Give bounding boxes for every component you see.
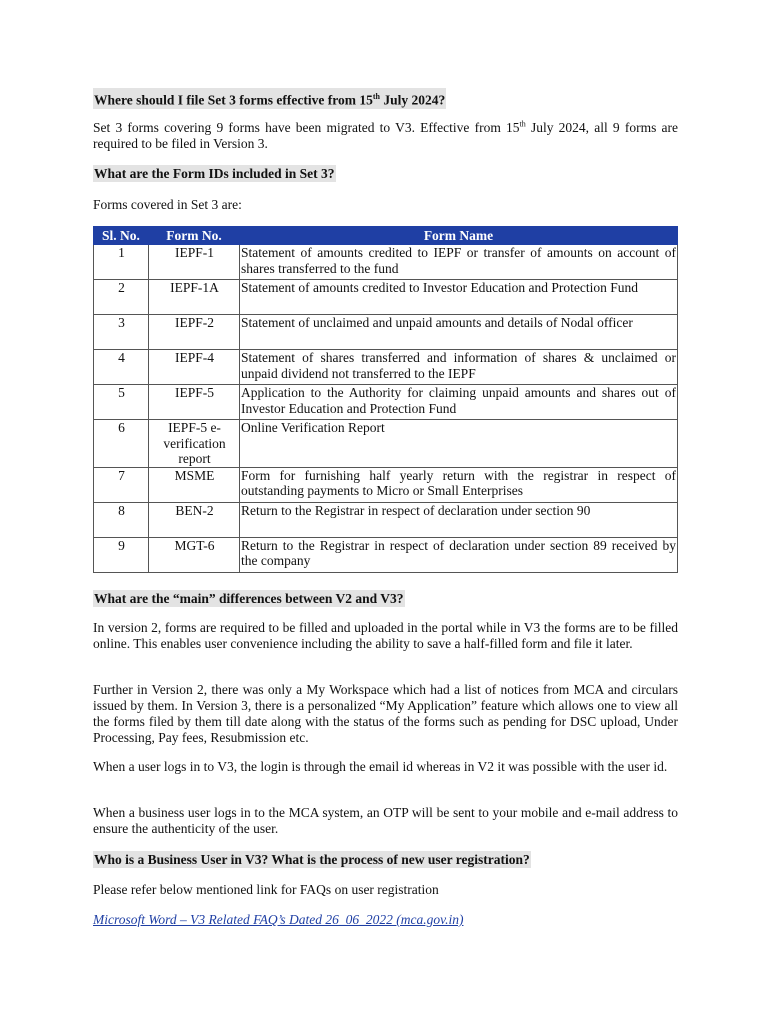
cell-form-no: MSME [149,467,240,502]
header-form-name: Form Name [240,227,678,245]
table-row [94,315,678,350]
question-filing-location [93,88,446,109]
header-form-no: Form No. [149,227,240,245]
cell-sl: 9 [94,537,149,572]
cell-form-name: Return to the Registrar in respect of declaration under section 90 [240,502,678,537]
paragraph-text: Set 3 forms covering 9 forms have been migrated to V3. Effective from 15 [93,120,520,135]
table-row [94,467,678,502]
cell-form-name: Statement of unclaimed and unpaid amounts and details of Nodal officer [240,315,678,350]
paragraph-refer-link: Please refer below mentioned link for FAQs on user registration [93,882,439,897]
table-row [94,350,678,385]
header-sl-no: Sl. No. [94,227,149,245]
cell-form-name: Form for furnishing half yearly return with the registrar in respect of outstanding payments to Micro or Small Enterprises [240,467,678,502]
cell-form-no: IEPF-2 [149,315,240,350]
cell-sl: 7 [94,467,149,502]
cell-sl: 1 [94,245,149,280]
faq-link[interactable]: Microsoft Word – V3 Related FAQ’s Dated 26_06_2022 (mca.gov.in) [93,912,464,927]
cell-form-name: Statement of amounts credited to Investor Education and Protection Fund [240,280,678,315]
table-row [94,245,678,280]
table-row [94,280,678,315]
cell-form-name: Return to the Registrar in respect of declaration under section 89 received by the company [240,537,678,572]
cell-form-no: IEPF-5 [149,385,240,420]
cell-sl: 3 [94,315,149,350]
table-row [94,537,678,572]
question-business-user: Who is a Business User in V3? What is the process of new user registration? [94,852,530,867]
paragraph-text-end: July 2024, all 9 forms are required to be filed in Version 3. [93,120,678,151]
cell-sl: 6 [94,420,149,468]
paragraph-my-application: Further in Version 2, there was only a My Workspace which had a list of notices from MCA and circulars issued by them. In Version 3, there is a personalized “My Application” feature which allows one to view all the forms filed by them till date along with the status of the forms such as pending for DSC upload, Under Processing, Pay fees, Resubmission etc. [93,682,678,745]
table-row [94,385,678,420]
superscript: th [372,92,380,101]
cell-form-name: Statement of shares transferred and information of shares & unclaimed or unpaid dividend not transferred to the IEPF [240,350,678,385]
question-text: Where should I file Set 3 forms effective from 15 [94,92,373,108]
table-row [94,502,678,537]
paragraph-set3-migration [93,120,678,152]
question-text-end: July 2024? [379,92,446,108]
cell-sl: 8 [94,502,149,537]
forms-table [93,226,678,573]
cell-sl: 2 [94,280,149,315]
cell-form-no: BEN-2 [149,502,240,537]
cell-form-no: IEPF-5 e-verification report [149,420,240,468]
paragraph-version-differences: In version 2, forms are required to be filled and uploaded in the portal while in V3 the forms are to be filled online. This enables user convenience including the ability to save a half-filled form and file it later. [93,620,678,651]
cell-form-name: Statement of amounts credited to IEPF or transfer of amounts on account of shares transferred to the fund [240,245,678,280]
cell-form-no: IEPF-4 [149,350,240,385]
cell-form-name: Online Verification Report [240,420,678,468]
cell-form-name: Application to the Authority for claiming unpaid amounts and shares out of Investor Education and Protection Fund [240,385,678,420]
cell-sl: 4 [94,350,149,385]
question-form-ids: What are the Form IDs included in Set 3? [94,166,335,181]
cell-form-no: MGT-6 [149,537,240,572]
paragraph-login: When a user logs in to V3, the login is through the email id whereas in V2 it was possible with the user id. [93,759,668,774]
cell-form-no: IEPF-1A [149,280,240,315]
question-differences: What are the “main” differences between V2 and V3? [94,591,404,606]
cell-sl: 5 [94,385,149,420]
paragraph-forms-covered: Forms covered in Set 3 are: [93,197,242,212]
table-header-row [94,227,678,245]
paragraph-otp: When a business user logs in to the MCA system, an OTP will be sent to your mobile and e-mail address to ensure the authenticity of the user. [93,805,678,836]
superscript: th [519,119,526,129]
cell-form-no: IEPF-1 [149,245,240,280]
table-row [94,420,678,468]
